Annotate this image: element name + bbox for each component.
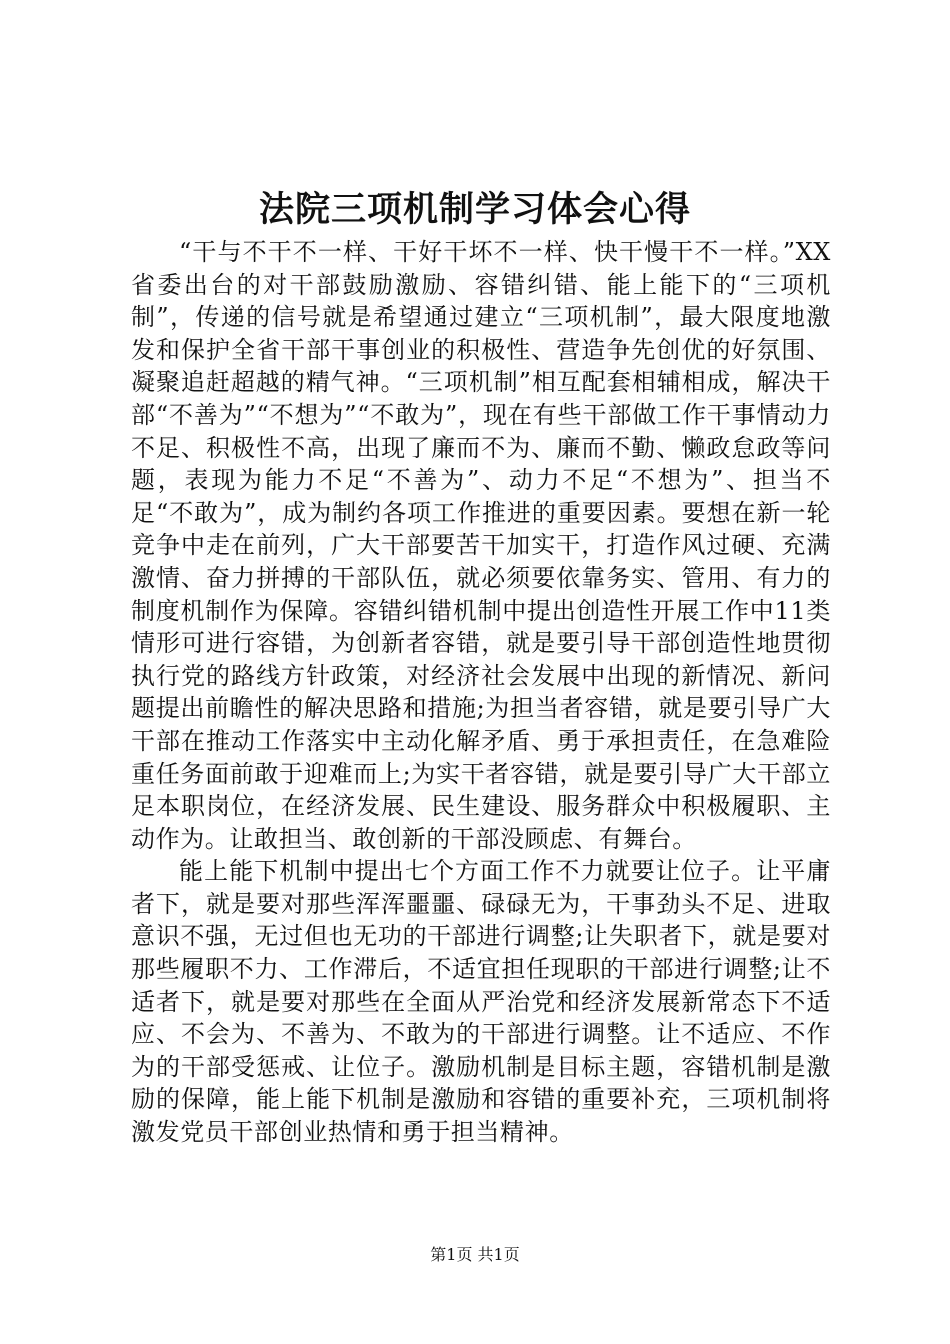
paragraph-1: “干与不干不一样、干好干坏不一样、快干慢干不一样。”XX省委出台的对干部鼓励激励、容错纠错、能上能下的“三项机制”，传递的信号就是希望通过建立“三项机制”，最大限度地激发和保护全省干部干事创业的积极性、营造争先创优的好氛围、凝聚追赶超越的精气神。“三项机制”相互配套相辅相成，解决干部“不善为”“不想为”“不敢为”，现在有些干部做工作干事情动力不足、积极性不高，出现了廉而不为、廉而不勤、懒政怠政等问题，表现为能力不足“不善为”、动力不足“不想为”、担当不足“不敢为”，成为制约各项工作推进的重要因素。要想在新一轮竞争中走在前列，广大干部要苦干加实干，打造作风过硬、充满激情、奋力拼搏的干部队伍，就必须要依靠务实、管用、有力的制度机制作为保障。容错纠错机制中提出创造性开展工作中11类情形可进行容错，为创新者容错，就是要引导干部创造性地贯彻执行党的路线方针政策，对经济社会发展中出现的新情况、新问题提出前瞻性的解决思路和措施;为担当者容错，就是要引导广大干部在推动工作落实中主动化解矛盾、勇于承担责任，在急难险重任务面前敢于迎难而上;为实干者容错，就是要引导广大干部立足本职岗位，在经济发展、民生建设、服务群众中积极履职、主动作为。让敢担当、敢创新的干部没顾虑、有舞台。 [131,238,831,853]
document-body [131,236,831,1149]
document-title: 法院三项机制学习体会心得 [258,189,691,230]
paragraph-2: 能上能下机制中提出七个方面工作不力就要让位子。让平庸者下，就是要对那些浑浑噩噩、碌碌无为，干事劲头不足、进取意识不强，无过但也无功的干部进行调整;让失职者下，就是要对那些履职不力、工作滞后，不适宜担任现职的干部进行调整;让不适者下，就是要对那些在全面从严治党和经济发展新常态下不适应、不会为、不善为、不敢为的干部进行调整。让不适应、不作为的干部受惩戒、让位子。激励机制是目标主题，容错机制是激励的保障，能上能下机制是激励和容错的重要补充，三项机制将激发党员干部创业热情和勇于担当精神。 [131,857,831,1147]
page-footer: 第1页 共1页 [430,1245,520,1264]
